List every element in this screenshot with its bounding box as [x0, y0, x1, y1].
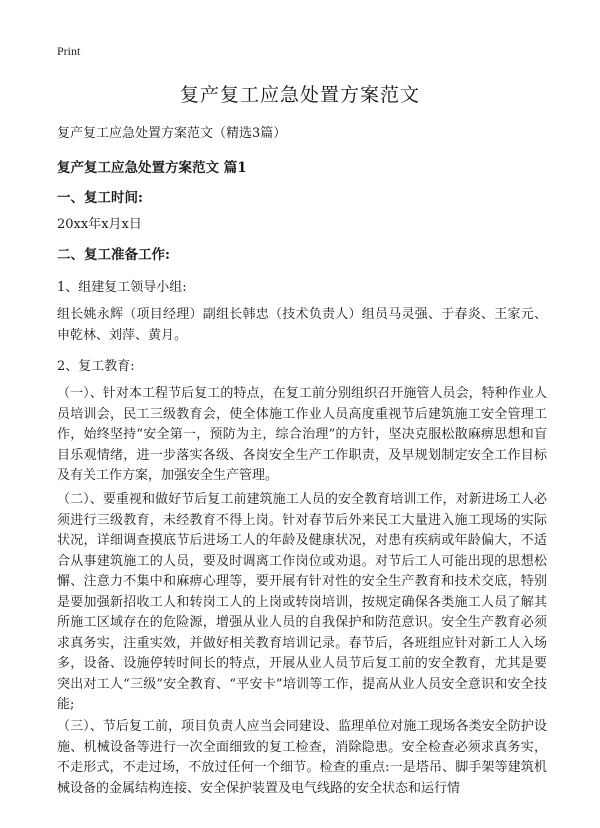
paragraph-3: （三）、节后复工前，项目负责人应当会同建设、监理单位对施工现场各类安全防护设施、机械设备等进行一次全面细致的复工检查，消除隐患。安全检查必须求真务实，不走形式，不走过场，不放过任何一个细节。检查的重点:一是塔吊、脚手架等建筑机械设备的金属结构连接、安全保护装置及电气线路的安全状态和运行情 — [57, 719, 547, 796]
item1-body: 组长姚永辉（项目经理）副组长韩忠（技术负责人）组员马灵强、于春炎、王家元、申乾林、刘萍、黄月。 — [57, 307, 547, 343]
heading-resume-time: 一、复工时间: — [57, 190, 143, 206]
heading-preparation: 二、复工准备工作: — [57, 247, 170, 263]
item2-title: 2、复工教育: — [57, 359, 135, 374]
paragraph-1: （一）、针对本工程节后复工的特点，在复工前分别组织召开施管人员会，特种作业人员培训会，民工三级教育会，使全体施工作业人员高度重视节后建筑施工安全管理工作，始终坚持“安全第一，预防为主，综合治理”的方针，坚决克服松散麻痹思想和盲目乐观情绪，进一步落实各级、各岗安全生产工作职责，及早规划制定安全工作目标及有关工作方案，加强安全生产管理。 — [57, 386, 547, 483]
document-title: 复产复工应急处置方案范文 — [179, 84, 420, 106]
resume-date: 20xx年x月x日 — [57, 217, 142, 232]
print-label[interactable]: Print — [57, 44, 81, 58]
item1-title: 1、组建复工领导小组: — [57, 280, 187, 295]
document-subtitle: 复产复工应急处置方案范文（精选3篇） — [57, 126, 287, 141]
section-heading: 复产复工应急处置方案范文 篇1 — [57, 160, 247, 176]
paragraph-2: （二）、要重视和做好节后复工前建筑施工人员的安全教育培训工作，对新进场工人必须进行三级教育，未经教育不得上岗。针对春节后外来民工大量进入施工现场的实际状况，详细调查摸底节后进场工人的年龄及健康状况，对患有疾病或年龄偏大，不适合从事建筑施工的人员，要及时调离工作岗位或劝退。对节后工人可能出现的思想松懈、注意力不集中和麻痹心理等，要开展有针对性的安全生产教育和技术交底，特别是要加强新招收工人和转岗工人的上岗或转岗培训，按规定确保各类施工人员了解其所施工区域存在的危险源，增强从业人员的自我保护和防范意识。安全生产教育必须求真务实，注重实效，并做好相关教育培训记录。春节后，各班组应针对新工人入场多，设备、设施停转时间长的特点，开展从业人员节后复工前的安全教育，尤其是要突出对工人“三级”安全教育、“平安卡”培训等工作，提高从业人员安全意识和安全技能; — [57, 492, 547, 712]
